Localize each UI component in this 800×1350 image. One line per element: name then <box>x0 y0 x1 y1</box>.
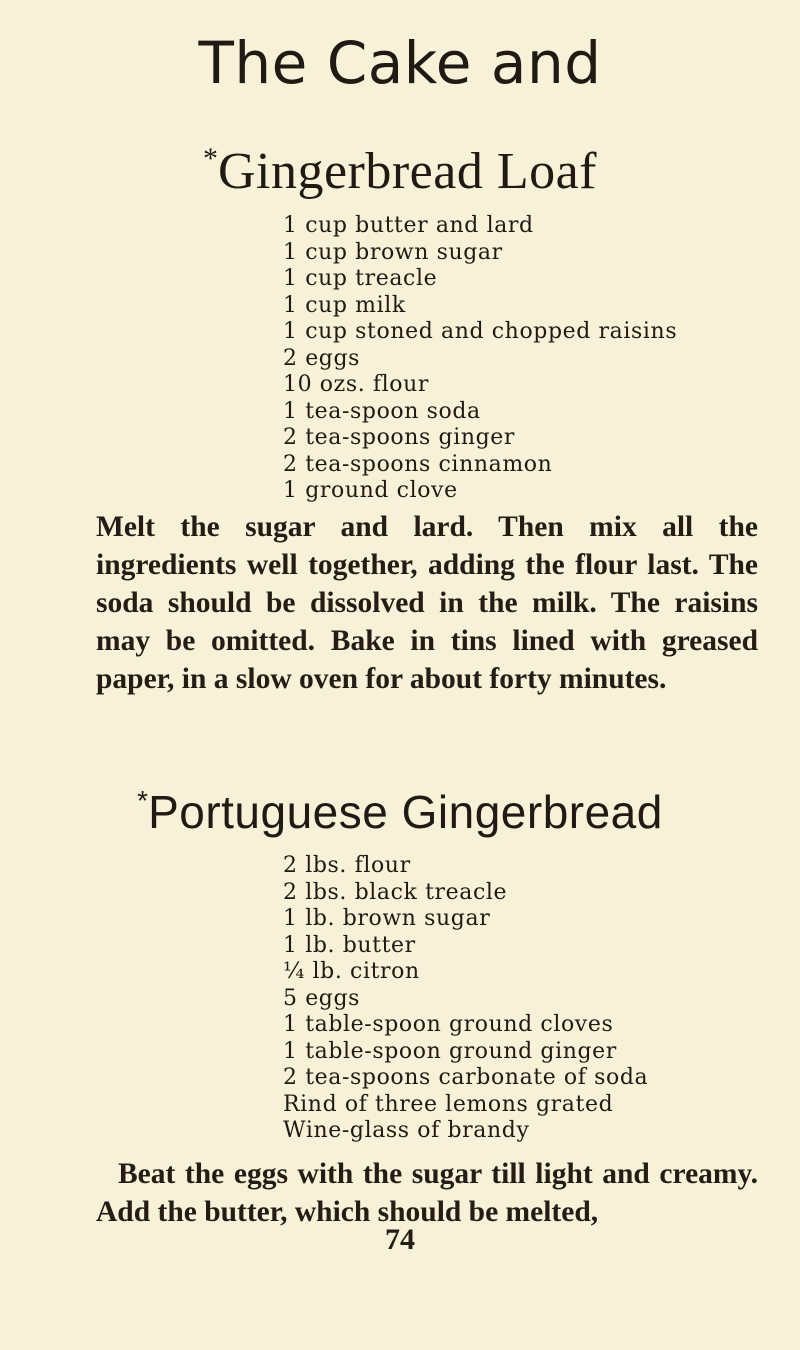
recipe-title-portuguese-gingerbread <box>0 770 800 843</box>
recipe-title-text: Gingerbread Loaf <box>217 143 598 200</box>
recipe-title-text: Portuguese Gingerbread <box>148 786 663 838</box>
title-asterisk: * <box>202 142 218 175</box>
ingredient-item: 1 lb. butter <box>283 932 416 958</box>
ingredient-item: 1 cup butter and lard <box>283 213 534 238</box>
ingredient-item: 1 tea-spoon soda <box>283 398 481 424</box>
method-text: Beat the eggs with the sugar till light and creamy. Add the butter, which should be melted, <box>96 1158 758 1228</box>
running-head: The Cake and <box>198 29 602 97</box>
ingredient-item: 10 ozs. flour <box>283 372 430 397</box>
method-paragraph-gingerbread-loaf: Melt the sugar and lard. Then mix all the ingredients well together, adding the flour last. The soda should be dissolved in the milk. The raisins may be omitted. Bake in tins lined with greased paper, in a slow oven for about forty minutes. <box>96 511 758 695</box>
method-paragraph-portuguese-gingerbread <box>96 1155 758 1231</box>
ingredient-item: 1 lb. brown sugar <box>283 906 491 931</box>
title-asterisk: * <box>137 785 149 816</box>
ingredient-item: 2 lbs. flour <box>283 853 411 878</box>
ingredient-item: 1 table-spoon ground ginger <box>283 1038 617 1064</box>
ingredient-item: 1 ground clove <box>283 478 458 503</box>
ingredient-item: 2 tea-spoons carbonate of soda <box>283 1065 649 1090</box>
ingredient-item: 2 tea-spoons cinnamon <box>283 451 553 477</box>
ingredient-item: 1 cup treacle <box>283 266 438 291</box>
ingredient-list-portuguese-gingerbread <box>283 853 648 1145</box>
ingredient-item: 2 eggs <box>283 345 361 371</box>
ingredient-item: Rind of three lemons grated <box>283 1091 614 1117</box>
ingredient-list-gingerbread-loaf <box>283 213 677 505</box>
ingredient-item: 1 table-spoon ground cloves <box>283 1012 614 1037</box>
ingredient-item: 1 cup brown sugar <box>283 239 503 265</box>
ingredient-item: 2 lbs. black treacle <box>283 879 508 905</box>
recipe-title-gingerbread-loaf <box>0 128 800 203</box>
ingredient-item: ¼ lb. citron <box>283 959 420 984</box>
ingredient-item: 2 tea-spoons ginger <box>283 425 516 450</box>
ingredient-item: 5 eggs <box>283 985 361 1011</box>
page-number: 74 <box>385 1223 415 1256</box>
ingredient-item: Wine-glass of brandy <box>283 1118 530 1143</box>
ingredient-item: 1 cup stoned and chopped raisins <box>283 319 678 344</box>
ingredient-item: 1 cup milk <box>283 292 406 318</box>
